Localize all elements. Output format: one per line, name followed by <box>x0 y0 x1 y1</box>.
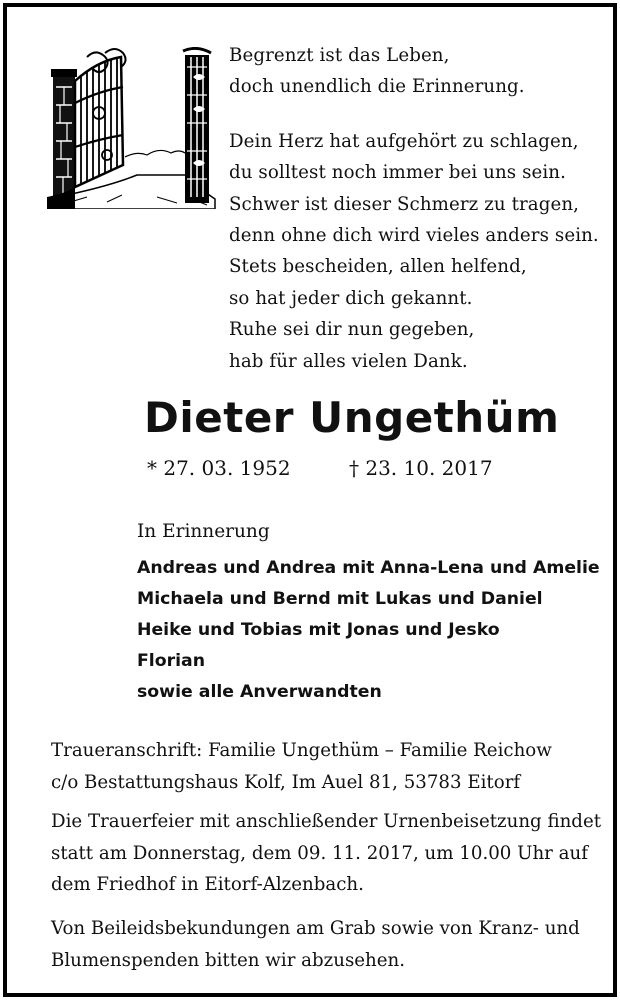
condolence-line: Von Beileidsbekundungen am Grab sowie von Kranz- und <box>51 918 580 939</box>
ceremony-line: Die Trauerfeier mit anschließender Urnenbeisetzung findet <box>51 811 602 832</box>
mourners-list <box>137 553 607 708</box>
poem-line: Dein Herz hat aufgehört zu schlagen, <box>229 130 579 152</box>
condolence-notice <box>51 913 589 976</box>
cemetery-gate-illustration <box>47 47 219 209</box>
mourner-line: Heike und Tobias mit Jonas und Jesko <box>137 620 500 640</box>
poem-line: Begrenzt ist das Leben, <box>229 45 450 66</box>
ceremony-line: statt am Donnerstag, dem 09. 11. 2017, um 10.00 Uhr auf <box>51 842 588 864</box>
memorial-poem <box>229 40 599 377</box>
address-line: c/o Bestattungshaus Kolf, Im Auel 81, 53783 Eitorf <box>51 771 521 793</box>
poem-line: Schwer ist dieser Schmerz zu tragen, <box>229 193 580 215</box>
deceased-name: Dieter Ungethüm <box>144 393 560 442</box>
poem-line: so hat jeder dich gekannt. <box>229 287 473 309</box>
birth-date: * 27. 03. 1952 <box>147 456 291 480</box>
mourning-address <box>51 735 589 798</box>
mourner-line: Florian <box>137 651 206 671</box>
funeral-ceremony-notice <box>51 806 602 901</box>
poem-stanza-gap <box>229 103 599 126</box>
poem-line: doch unendlich die Erinnerung. <box>229 76 525 98</box>
poem-line: Ruhe sei dir nun gegeben, <box>229 319 475 341</box>
poem-line: denn ohne dich wird vieles anders sein. <box>229 225 599 247</box>
death-date: † 23. 10. 2017 <box>349 456 493 480</box>
poem-line: hab für alles vielen Dank. <box>229 350 468 372</box>
ceremony-line: dem Friedhof in Eitorf-Alzenbach. <box>51 874 364 895</box>
condolence-line: Blumenspenden bitten wir abzusehen. <box>51 949 406 971</box>
obituary-frame <box>3 3 617 997</box>
address-line: Traueranschrift: Familie Ungethüm – Familie Reichow <box>51 740 552 761</box>
poem-line: Stets bescheiden, allen helfend, <box>229 256 527 278</box>
mourner-line: sowie alle Anverwandten <box>137 682 382 702</box>
mourner-line: Michaela und Bernd mit Lukas und Daniel <box>137 589 543 609</box>
remembrance-label: In Erinnerung <box>137 521 270 542</box>
poem-line: du solltest noch immer bei uns sein. <box>229 162 566 184</box>
mourner-line: Andreas und Andrea mit Anna-Lena und Amelie <box>137 558 600 578</box>
